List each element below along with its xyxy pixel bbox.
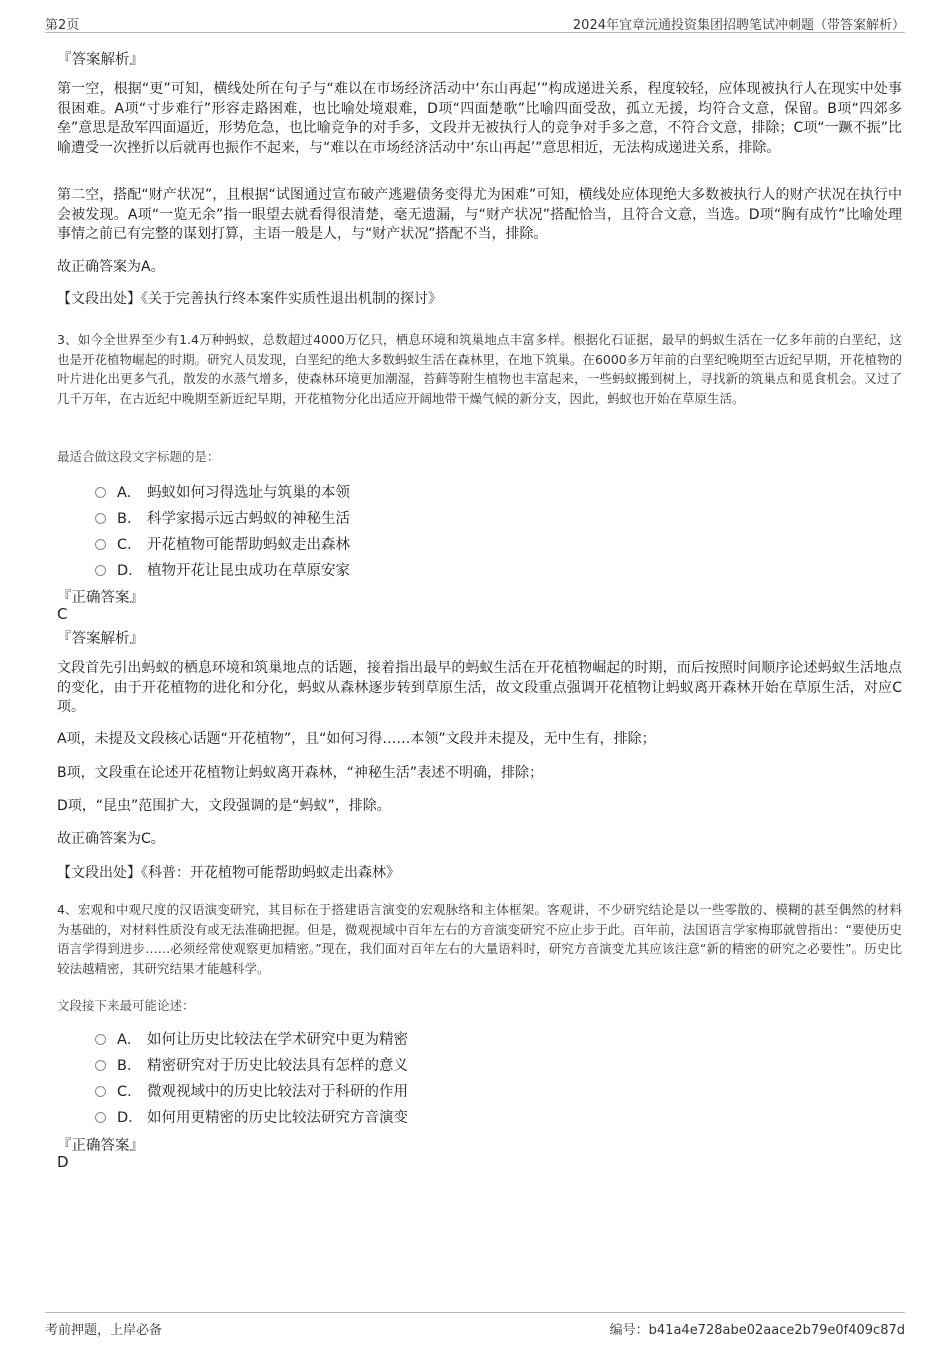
document-title: 2024年宜章沅通投资集团招聘笔试冲刺题（带答案解析） (572, 18, 905, 33)
q4-option-b[interactable]: B． 精密研究对于历史比较法具有怎样的意义 (95, 1054, 408, 1074)
document-code: 编号：b41a4e728abe02aace2b79e0f409c87d (609, 1323, 905, 1338)
radio-icon[interactable] (95, 1034, 106, 1045)
footer-slogan: 考前押题，上岸必备 (45, 1323, 163, 1338)
q2-analysis-p1: 第一空，根据“更”可知，横线处所在句子与“难以在市场经济活动中‘东山再起’”构成递进关系，程度较轻，应体现被执行人在现实中处事很困难。A项“寸步难行”形容走路困难，也比喻处境艰难，D项“四面楚歌”比喻四面受敌，孤立无援，均符合文意，保留。B项“四郊多垒”意思是敌军四面逼近，形势危急，也比喻竞争的对手多，文段并无被执行人的竞争对手多之意，不符合文意，排除；C项“一蹶不振”比喻遭受一次挫折以后就再也振作不起来，与“难以在市场经济活动中‘东山再起’”意思相近，无法构成递进关系，排除。 (57, 81, 902, 156)
radio-icon[interactable] (95, 1086, 106, 1097)
page-footer (45, 1312, 905, 1338)
q4-option-c[interactable]: C． 微观视域中的历史比较法对于科研的作用 (95, 1080, 408, 1100)
q3-option-a[interactable]: A． 蚂蚁如何习得选址与筑巢的本领 (95, 481, 350, 501)
q3-option-d[interactable]: D． 植物开花让昆虫成功在草原安家 (95, 559, 350, 579)
q4-question-text: 4、宏观和中观尺度的汉语演变研究，其目标在于搭建语言演变的宏观脉络和主体框架。客观讲，不少研究结论是以一些零散的、模糊的甚至偶然的材料为基础的，对材料性质没有或无法准确把握。但是，微观视域中百年左右的方音演变研究不应止步于此。百年前，法国语言学家梅耶就曾指出：“要使历史语言学得到进步……必须经常使观察更加精密。”现在，我们面对百年左右的大量语料时，研究方音演变尤其应该注意“新的精密的研究之必要性”。历史比较法越精密，其研究结果才能越科学。 (57, 902, 902, 976)
q2-analysis-conclusion: 故正确答案为A。 (57, 259, 165, 275)
q4-answer: D (57, 1153, 69, 1171)
radio-icon[interactable] (95, 1112, 106, 1123)
q3-answer-label: 『正确答案』 (57, 590, 144, 606)
q4-question-prompt: 文段接下来最可能论述： (57, 998, 195, 1013)
q3-option-b[interactable]: B． 科学家揭示远古蚂蚁的神秘生活 (95, 507, 350, 527)
q3-answer: C (57, 605, 68, 623)
q3-option-c[interactable]: C． 开花植物可能帮助蚂蚁走出森林 (95, 533, 350, 553)
q3-source: 【文段出处】《科普：开花植物可能帮助蚂蚁走出森林》 (57, 865, 400, 881)
q3-question-prompt: 最适合做这段文字标题的是： (57, 449, 220, 464)
q4-answer-label: 『正确答案』 (57, 1138, 144, 1154)
q3-question-text: 3、如今全世界至少有1.4万种蚂蚁，总数超过4000万亿只，栖息环境和筑巢地点丰富多样。根据化石证据，最早的蚂蚁生活在一亿多年前的白垩纪，这也是开花植物崛起的时期。研究人员发现，白垩纪的绝大多数蚂蚁生活在森林里，在地下筑巢。在6000多万年前的白垩纪晚期至古近纪早期，开花植物的叶片进化出更多气孔，散发的水蒸气增多，使森林环境更加潮湿，苔藓等附生植物也丰富起来，一些蚂蚁搬到树上，寻找新的筑巢点和觅食机会。又过了几千万年，在古近纪中晚期至新近纪早期，开花植物分化出适应开阔地带干燥气候的新分支，因此，蚂蚁也开始在草原生活。 (57, 332, 902, 406)
radio-icon[interactable] (95, 1060, 106, 1071)
radio-icon[interactable] (95, 513, 106, 524)
q3-analysis-label: 『答案解析』 (57, 631, 144, 647)
q2-source: 【文段出处】《关于完善执行终本案件实质性退出机制的探讨》 (57, 291, 442, 307)
q4-option-d[interactable]: D． 如何用更精密的历史比较法研究方音演变 (95, 1106, 408, 1126)
q3-analysis-p2: A项，未提及文段核心话题“开花植物”，且“如何习得……本领”文段并未提及，无中生有，排除； (57, 731, 656, 747)
q2-analysis-p2: 第二空，搭配“财产状况”，且根据“试图通过宣布破产逃避债务变得尤为困难”可知，横线处应体现绝大多数被执行人的财产状况在执行中会被发现。A项“一览无余”指一眼望去就看得很清楚，毫无遗漏，与“财产状况”搭配恰当，且符合文意，当选。D项“胸有成竹”比喻处理事情之前已有完整的谋划打算，主语一般是人，与“财产状况”搭配不当，排除。 (57, 187, 902, 242)
radio-icon[interactable] (95, 539, 106, 550)
q3-analysis-p1: 文段首先引出蚂蚁的栖息环境和筑巢地点的话题，接着指出最早的蚂蚁生活在开花植物崛起的时期，而后按照时间顺序论述蚂蚁生活地点的变化，由于开花植物的进化和分化，蚂蚁从森林逐步转到草原生活，故文段重点强调开花植物让蚂蚁离开森林开始在草原生活，对应C项。 (57, 660, 902, 715)
q3-analysis-p3: B项，文段重在论述开花植物让蚂蚁离开森林，“神秘生活”表述不明确，排除； (57, 765, 544, 781)
q3-analysis-p4: D项，“昆虫”范围扩大，文段强调的是“蚂蚁”，排除。 (57, 798, 391, 814)
q2-analysis-label: 『答案解析』 (57, 52, 144, 68)
radio-icon[interactable] (95, 487, 106, 498)
page-number: 第2页 (45, 18, 80, 33)
q4-option-a[interactable]: A． 如何让历史比较法在学术研究中更为精密 (95, 1028, 408, 1048)
page-header (45, 14, 905, 33)
q3-analysis-conclusion: 故正确答案为C。 (57, 831, 165, 847)
radio-icon[interactable] (95, 565, 106, 576)
